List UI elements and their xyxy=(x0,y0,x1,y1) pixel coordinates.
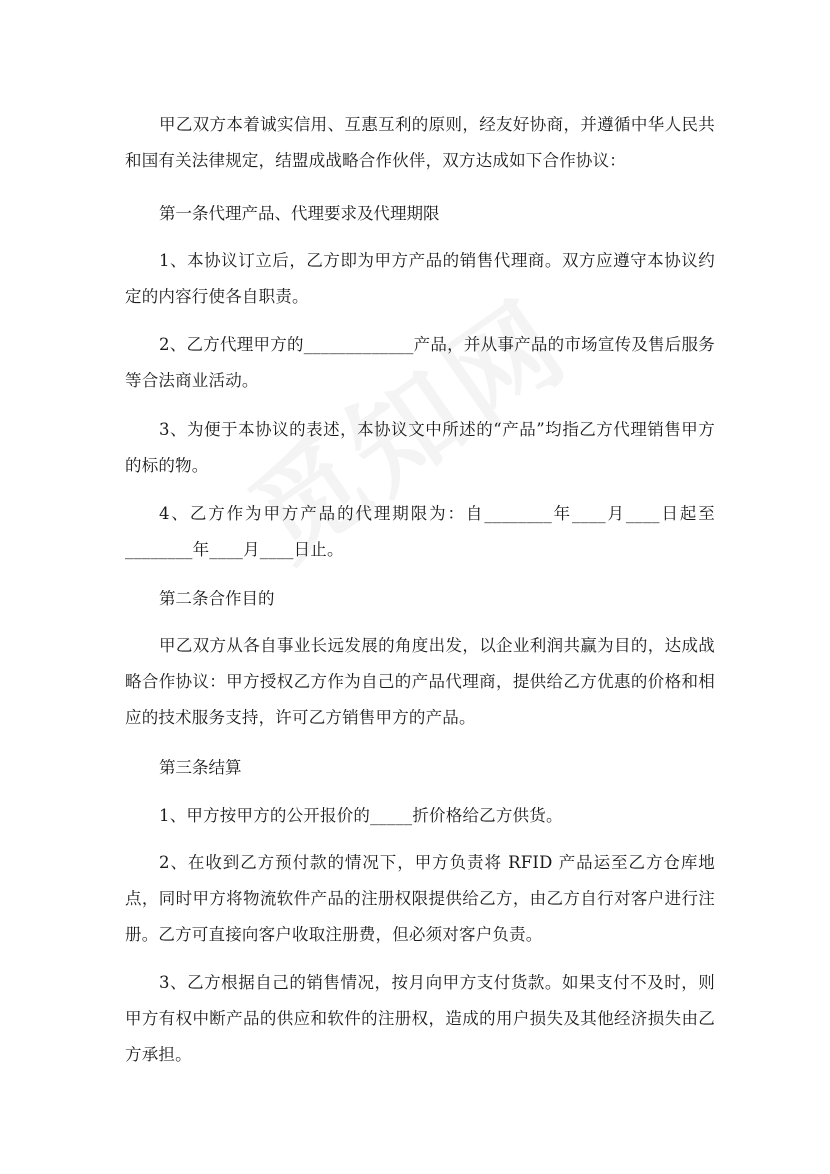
article-3-item-1: 1、甲方按甲方的公开报价的_____折价格给乙方供货。 xyxy=(159,806,563,825)
article-3-title: 第三条结算 xyxy=(159,758,242,777)
article-2-title: 第二条合作目的 xyxy=(159,589,275,608)
article-2-body: 甲乙双方从各自事业长远发展的角度出发，以企业利润共赢为目的，达成战略合作协议：甲方授权乙方作为自己的产品代理商，提供给乙方优惠的价格和相应的技术服务支持，许可乙方销售甲方的产品。 xyxy=(125,636,715,727)
article-1-item-1: 1、本协议订立后，乙方即为甲方产品的销售代理商。双方应遵守本协议约定的内容行使各自职责。 xyxy=(125,251,715,306)
intro-paragraph: 甲乙双方本着诚实信用、互惠互利的原则，经友好协商，并遵循中华人民共和国有关法律规定，结盟成战略合作伙伴，双方达成如下合作协议： xyxy=(125,115,715,170)
article-3-item-3: 3、乙方根据自己的销售情况，按月向甲方支付货款。如果支付不及时，则甲方有权中断产品的供应和软件的注册权，造成的用户损失及其他经济损失由乙方承担。 xyxy=(125,973,715,1064)
article-1-item-3: 3、为便于本协议的表述，本协议文中所述的“产品”均指乙方代理销售甲方的标的物。 xyxy=(125,420,715,475)
article-1-title: 第一条代理产品、代理要求及代理期限 xyxy=(159,204,440,223)
article-1-item-4: 4、乙方作为甲方产品的代理期限为：自________年____月____日起至________年____月____日止。 xyxy=(125,504,715,559)
article-3-item-2: 2、在收到乙方预付款的情况下，甲方负责将 RFID 产品运至乙方仓库地点，同时甲方将物流软件产品的注册权限提供给乙方，由乙方自行对客户进行注册。乙方可直接向客户收取注册费，但必须对客户负责。 xyxy=(125,853,715,944)
article-1-item-2: 2、乙方代理甲方的_____________产品，并从事产品的市场宣传及售后服务等合法商业活动。 xyxy=(125,335,715,390)
